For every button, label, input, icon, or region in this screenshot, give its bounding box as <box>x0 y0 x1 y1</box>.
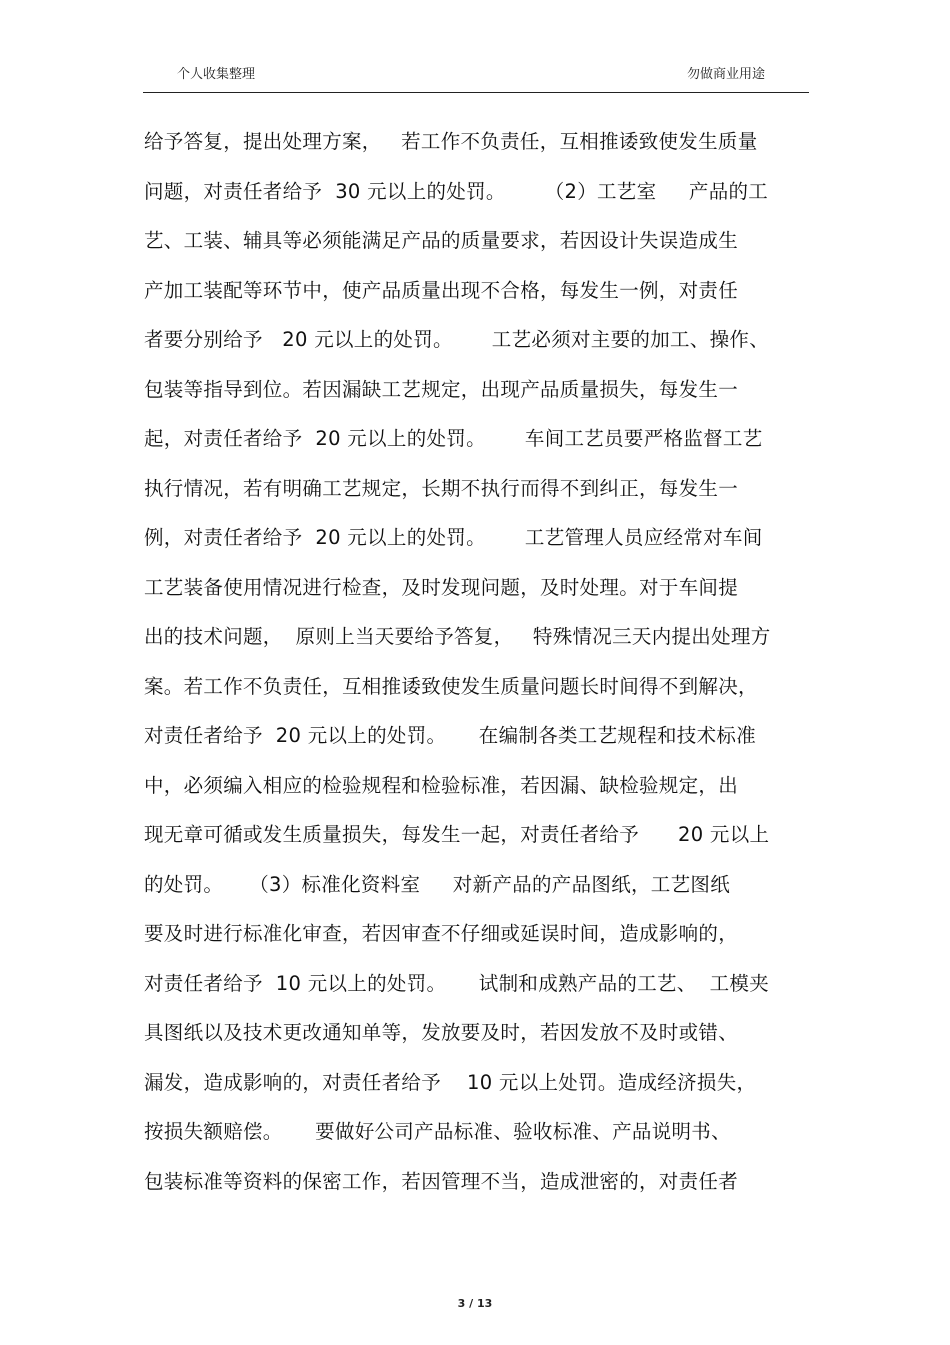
text-line: 产加工装配等环节中，使产品质量出现不合格，每发生一例，对责任 <box>144 278 739 302</box>
text-line: 包装等指导到位。若因漏缺工艺规定，出现产品质量损失，每发生一 <box>144 377 739 401</box>
text-line: 按损失额赔偿。 要做好公司产品标准、验收标准、产品说明书、 <box>144 1120 731 1143</box>
page-header <box>143 64 809 93</box>
text-line: 出的技术问题， 原则上当天要给予答复， 特殊情况三天内提出处理方 <box>144 625 771 648</box>
text-line: 中，必须编入相应的检验规程和检验标准，若因漏、缺检验规定，出 <box>144 773 739 797</box>
header-right-text: 勿做商业用途 <box>686 67 765 82</box>
text-line: 例，对责任者给予 20 元以上的处罚。 工艺管理人员应经常对车间 <box>144 526 763 549</box>
document-body <box>144 124 824 1213</box>
text-line: 对责任者给予 10 元以上的处罚。 试制和成熟产品的工艺、 工模夹 <box>144 971 769 995</box>
text-line: 要及时进行标准化审查，若因审查不仔细或延误时间，造成影响的， <box>144 922 739 945</box>
text-line: 工艺装备使用情况进行检查，及时发现问题，及时处理。对于车间提 <box>144 575 739 599</box>
text-line: 对责任者给予 20 元以上的处罚。 在编制各类工艺规程和技术标准 <box>144 724 757 747</box>
text-line: 的处罚。 （3）标准化资料室 对新产品的产品图纸，工艺图纸 <box>144 872 730 896</box>
text-line: 执行情况，若有明确工艺规定，长期不执行而得不到纠正，每发生一 <box>144 476 739 500</box>
header-left-text: 个人收集整理 <box>177 67 256 82</box>
text-line: 具图纸以及技术更改通知单等，发放要及时，若因发放不及时或错、 <box>144 1021 739 1044</box>
text-line: 艺、工装、辅具等必须能满足产品的质量要求，若因设计失误造成生 <box>144 229 739 252</box>
text-line: 包装标准等资料的保密工作，若因管理不当，造成泄密的，对责任者 <box>144 1169 739 1193</box>
text-line: 现无章可循或发生质量损失，每发生一起，对责任者给予 20 元以上 <box>144 823 770 846</box>
text-line: 漏发，造成影响的，对责任者给予 10 元以上处罚。造成经济损失， <box>144 1070 757 1094</box>
text-line: 问题，对责任者给予 30 元以上的处罚。 （2）工艺室 产品的工 <box>144 179 769 203</box>
page-number: 3 / 13 <box>457 1297 493 1310</box>
text-line: 起，对责任者给予 20 元以上的处罚。 车间工艺员要严格监督工艺 <box>144 427 763 450</box>
text-line: 给予答复，提出处理方案， 若工作不负责任，互相推诿致使发生质量 <box>144 130 758 153</box>
text-line: 者要分别给予 20 元以上的处罚。 工艺必须对主要的加工、操作、 <box>144 328 769 351</box>
text-line: 案。若工作不负责任，互相推诿致使发生质量问题长时间得不到解决， <box>144 674 758 698</box>
